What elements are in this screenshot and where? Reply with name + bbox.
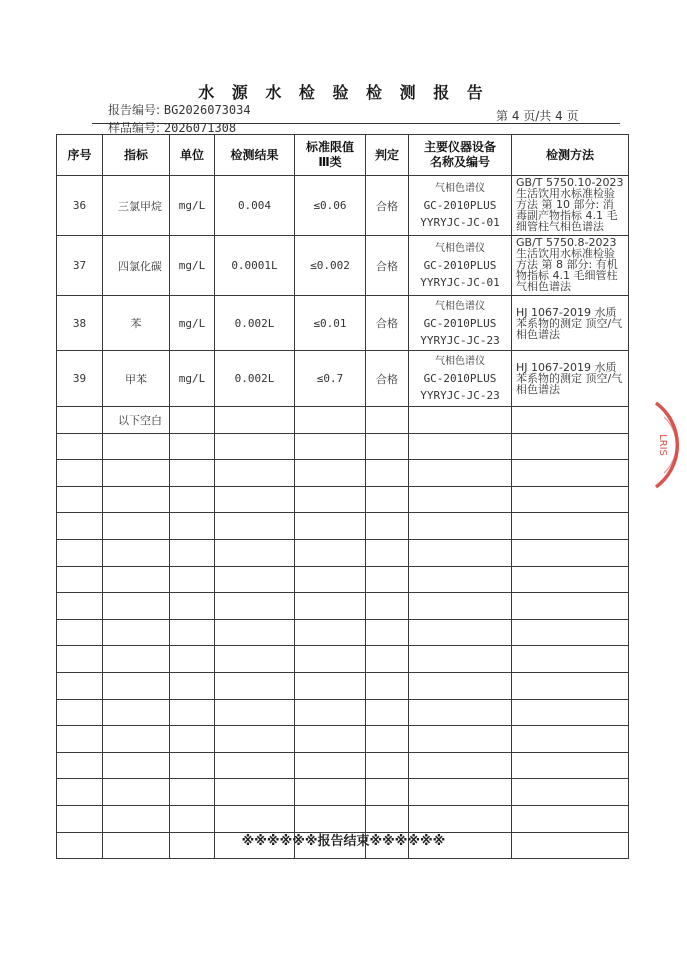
sample-number-value: 2026071308: [163, 121, 237, 135]
row-unit: mg/L: [170, 351, 215, 407]
empty-cell: [170, 460, 215, 487]
empty-cell: [512, 726, 629, 753]
empty-cell: [103, 539, 170, 566]
empty-row: [57, 672, 629, 699]
empty-cell: [366, 672, 409, 699]
empty-cell: [512, 539, 629, 566]
instrument-model: GC-2010PLUS: [423, 372, 497, 385]
header-method: 检测方法: [512, 135, 629, 176]
empty-cell: [170, 672, 215, 699]
empty-cell: [57, 752, 103, 779]
empty-cell: [366, 619, 409, 646]
empty-row: [57, 433, 629, 460]
empty-cell: [57, 672, 103, 699]
empty-cell: [409, 593, 512, 620]
empty-cell: [295, 593, 366, 620]
empty-cell: [57, 460, 103, 487]
header-instrument: [409, 135, 512, 176]
header-limit-line1: 标准限值: [305, 140, 354, 154]
empty-cell: [366, 593, 409, 620]
empty-cell: [215, 699, 295, 726]
empty-cell: [215, 672, 295, 699]
empty-cell: [366, 433, 409, 460]
report-number: [108, 101, 251, 118]
empty-cell: [295, 486, 366, 513]
empty-cell: [215, 726, 295, 753]
empty-cell: [215, 805, 295, 832]
empty-cell: [366, 779, 409, 806]
empty-row: [57, 699, 629, 726]
empty-row: [57, 539, 629, 566]
empty-cell: [57, 805, 103, 832]
empty-row: [57, 805, 629, 832]
table-row: [57, 236, 629, 296]
row-judge: 合格: [366, 176, 409, 236]
empty-cell: [512, 805, 629, 832]
row-seq: 38: [57, 296, 103, 351]
empty-cell: [409, 779, 512, 806]
row-instrument: [409, 351, 512, 407]
empty-cell: [215, 646, 295, 673]
header-indicator: 指标: [103, 135, 170, 176]
table-row: [57, 351, 629, 407]
empty-cell: [215, 566, 295, 593]
empty-cell: [366, 699, 409, 726]
empty-cell: [103, 593, 170, 620]
empty-cell: [512, 486, 629, 513]
empty-cell: [215, 752, 295, 779]
empty-cell: [170, 805, 215, 832]
empty-cell: [366, 460, 409, 487]
row-judge: 合格: [366, 236, 409, 296]
empty-cell: [366, 486, 409, 513]
empty-cell: [295, 672, 366, 699]
blank-note-row: [57, 407, 629, 434]
row-seq: 37: [57, 236, 103, 296]
empty-cell: [366, 539, 409, 566]
instrument-name: 气相色谱仪: [435, 300, 485, 312]
empty-cell: [366, 646, 409, 673]
empty-cell: [103, 699, 170, 726]
empty-cell: [57, 726, 103, 753]
empty-cell: [295, 699, 366, 726]
header-instrument-line2: 名称及编号: [429, 155, 490, 169]
empty-cell: [170, 646, 215, 673]
empty-cell: [409, 646, 512, 673]
row-seq: 39: [57, 351, 103, 407]
empty-cell: [512, 646, 629, 673]
row-instrument: [409, 236, 512, 296]
empty-row: [57, 566, 629, 593]
instrument-name: 气相色谱仪: [435, 356, 485, 367]
empty-cell: [512, 672, 629, 699]
empty-cell: [215, 593, 295, 620]
empty-cell: [57, 593, 103, 620]
empty-cell: [170, 726, 215, 753]
empty-cell: [103, 566, 170, 593]
row-indicator: 苯: [103, 296, 170, 351]
empty-cell: [170, 486, 215, 513]
row-limit: ≤0.01: [295, 296, 366, 351]
report-number-label: 报告编号:: [108, 103, 161, 117]
report-end-marker: ※※※※※※报告结束※※※※※※: [241, 834, 446, 849]
instrument-name: 气相色谱仪: [435, 183, 485, 194]
empty-cell: [103, 752, 170, 779]
empty-cell: [366, 566, 409, 593]
row-result: 0.004: [215, 176, 295, 236]
header-seq: 序号: [57, 135, 103, 176]
empty-cell: [57, 646, 103, 673]
seal-stamp-fragment: [646, 395, 687, 495]
empty-cell: [512, 513, 629, 540]
empty-cell: [103, 513, 170, 540]
empty-cell: [57, 486, 103, 513]
empty-cell: [409, 752, 512, 779]
empty-cell: [103, 779, 170, 806]
empty-cell: [409, 460, 512, 487]
empty-row: [57, 460, 629, 487]
empty-cell: [295, 646, 366, 673]
row-method: HJ 1067-2019 水质 苯系物的测定 顶空/气相色谱法: [512, 296, 629, 351]
empty-cell: [409, 619, 512, 646]
report-title: 水 源 水 检 验 检 测 报 告: [198, 83, 489, 102]
empty-cell: [57, 513, 103, 540]
instrument-id: YYRYJC-JC-01: [420, 216, 500, 229]
empty-cell: [57, 539, 103, 566]
empty-cell: [57, 619, 103, 646]
instrument-id: YYRYJC-JC-23: [420, 389, 500, 402]
empty-cell: [295, 805, 366, 832]
empty-cell: [215, 619, 295, 646]
empty-cell: [512, 460, 629, 487]
empty-cell: [103, 646, 170, 673]
empty-cell: [170, 593, 215, 620]
empty-cell: [295, 779, 366, 806]
empty-cell: [409, 566, 512, 593]
empty-cell: [295, 460, 366, 487]
row-unit: mg/L: [170, 296, 215, 351]
row-instrument: [409, 296, 512, 351]
empty-rows: [57, 433, 629, 859]
instrument-model: GC-2010PLUS: [423, 316, 497, 330]
empty-cell: [409, 486, 512, 513]
empty-cell: [295, 752, 366, 779]
header-divider: [92, 123, 620, 124]
empty-cell: [409, 513, 512, 540]
header-limit-line2: Ⅲ类: [318, 155, 342, 169]
empty-cell: [57, 566, 103, 593]
empty-cell: [366, 805, 409, 832]
empty-cell: [366, 726, 409, 753]
empty-row: [57, 726, 629, 753]
empty-row: [57, 779, 629, 806]
empty-cell: [215, 779, 295, 806]
row-indicator: 四氯化碳: [103, 236, 170, 296]
empty-cell: [512, 699, 629, 726]
empty-cell: [170, 433, 215, 460]
empty-cell: [215, 539, 295, 566]
empty-cell: [512, 619, 629, 646]
row-limit: ≤0.7: [295, 351, 366, 407]
instrument-model: GC-2010PLUS: [423, 199, 497, 212]
empty-row: [57, 619, 629, 646]
empty-cell: [512, 752, 629, 779]
empty-row: [57, 752, 629, 779]
header-unit: 单位: [170, 135, 215, 176]
empty-cell: [57, 699, 103, 726]
empty-row: [57, 513, 629, 540]
header-limit: [295, 135, 366, 176]
empty-row: [57, 646, 629, 673]
empty-cell: [170, 752, 215, 779]
row-judge: 合格: [366, 351, 409, 407]
empty-cell: [295, 433, 366, 460]
empty-cell: [409, 805, 512, 832]
empty-cell: [512, 566, 629, 593]
row-method: GB/T 5750.10-2023 生活饮用水标准检验方法 第 10 部分: 消毒副产物指标 4.1 毛细管柱气相色谱法: [512, 176, 629, 236]
instrument-id: YYRYJC-JC-23: [420, 333, 500, 347]
empty-cell: [409, 433, 512, 460]
instrument-id: YYRYJC-JC-01: [420, 276, 500, 289]
row-indicator: 三氯甲烷: [103, 176, 170, 236]
header-instrument-line1: 主要仪器设备: [423, 140, 496, 154]
empty-cell: [170, 513, 215, 540]
instrument-model: GC-2010PLUS: [423, 259, 497, 272]
svg-text:LRIS: LRIS: [657, 434, 668, 456]
empty-cell: [215, 513, 295, 540]
empty-cell: [215, 433, 295, 460]
empty-cell: [103, 726, 170, 753]
empty-cell: [103, 672, 170, 699]
row-instrument: [409, 176, 512, 236]
empty-cell: [103, 805, 170, 832]
row-result: 0.002L: [215, 296, 295, 351]
table-row: [57, 296, 629, 351]
row-limit: ≤0.002: [295, 236, 366, 296]
empty-cell: [170, 566, 215, 593]
empty-cell: [512, 433, 629, 460]
blank-note: 以下空白: [103, 407, 170, 434]
empty-cell: [295, 566, 366, 593]
empty-cell: [170, 699, 215, 726]
empty-cell: [409, 699, 512, 726]
row-unit: mg/L: [170, 236, 215, 296]
empty-cell: [103, 486, 170, 513]
row-unit: mg/L: [170, 176, 215, 236]
empty-cell: [366, 752, 409, 779]
empty-cell: [409, 726, 512, 753]
empty-cell: [103, 619, 170, 646]
report-number-value: BG2026073034: [163, 103, 251, 117]
empty-cell: [103, 433, 170, 460]
empty-cell: [57, 779, 103, 806]
instrument-name: 气相色谱仪: [435, 243, 485, 254]
empty-cell: [170, 539, 215, 566]
empty-cell: [103, 460, 170, 487]
empty-row: [57, 486, 629, 513]
header-judge: 判定: [366, 135, 409, 176]
empty-row: [57, 593, 629, 620]
empty-cell: [170, 779, 215, 806]
empty-cell: [295, 619, 366, 646]
empty-cell: [295, 726, 366, 753]
empty-cell: [409, 672, 512, 699]
empty-cell: [57, 433, 103, 460]
results-table: [56, 134, 629, 859]
empty-cell: [512, 593, 629, 620]
empty-cell: [512, 779, 629, 806]
row-limit: ≤0.06: [295, 176, 366, 236]
row-seq: 36: [57, 176, 103, 236]
row-method: GB/T 5750.8-2023 生活饮用水标准检验方法 第 8 部分: 有机物指标 4.1 毛细管柱气相色谱法: [512, 236, 629, 296]
row-judge: 合格: [366, 296, 409, 351]
empty-cell: [215, 486, 295, 513]
empty-cell: [409, 539, 512, 566]
row-result: 0.002L: [215, 351, 295, 407]
row-indicator: 甲苯: [103, 351, 170, 407]
row-method: HJ 1067-2019 水质 苯系物的测定 顶空/气相色谱法: [512, 351, 629, 407]
row-result: 0.0001L: [215, 236, 295, 296]
empty-cell: [215, 460, 295, 487]
empty-cell: [295, 539, 366, 566]
sample-number-label: 样品编号:: [108, 121, 161, 135]
empty-cell: [295, 513, 366, 540]
header-result: 检测结果: [215, 135, 295, 176]
page-number: 第 4 页/共 4 页: [496, 109, 579, 123]
empty-cell: [366, 513, 409, 540]
table-row: [57, 176, 629, 236]
empty-cell: [170, 619, 215, 646]
table-header-row: [57, 135, 629, 176]
